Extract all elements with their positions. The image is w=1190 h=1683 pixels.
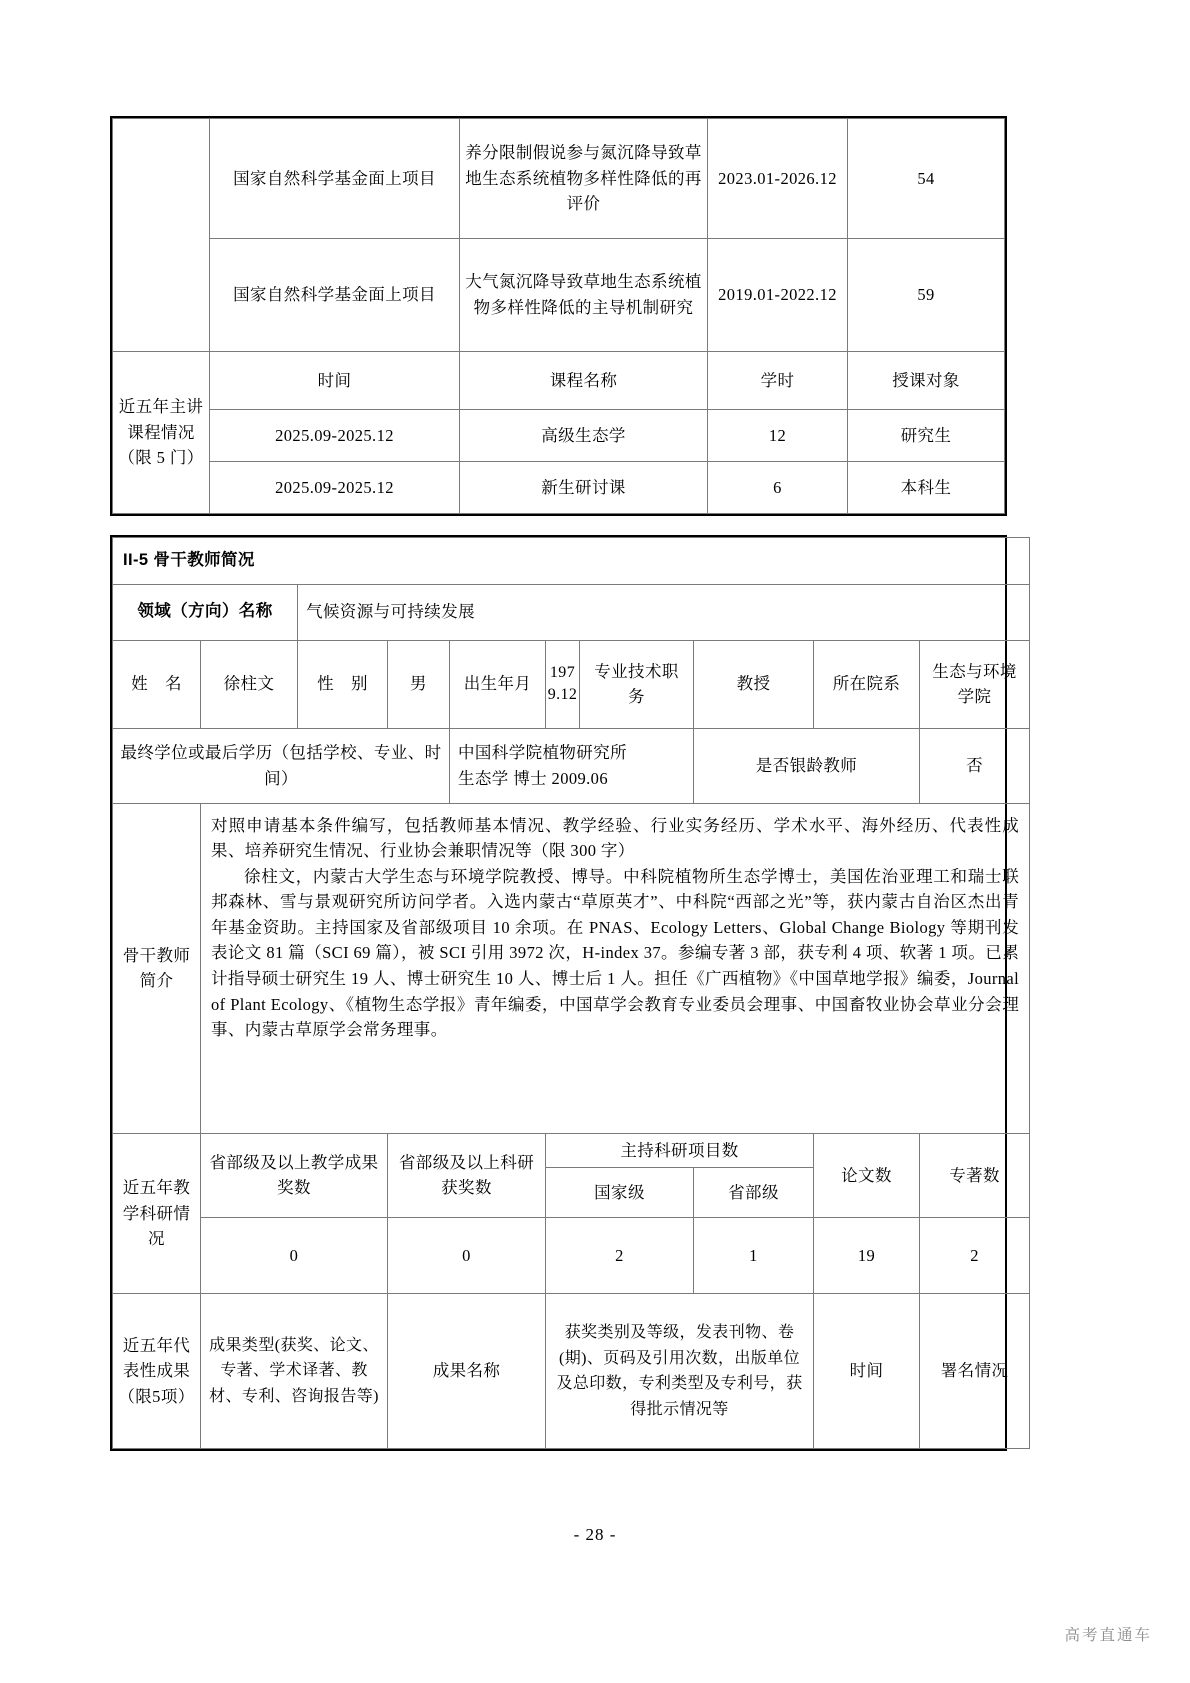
course-time: 2025.09-2025.12	[210, 462, 460, 514]
table-row	[113, 119, 1005, 239]
table-row	[113, 352, 1005, 410]
project-period: 2023.01-2026.12	[708, 119, 848, 239]
courses-row-label: 近五年主讲课程情况（限 5 门）	[113, 352, 210, 514]
gender-label: 性 别	[298, 640, 388, 728]
course-audience: 本科生	[848, 462, 1005, 514]
stats-value-research-awards: 0	[388, 1218, 546, 1294]
project-amount: 54	[848, 119, 1005, 239]
stats-header-monographs: 专著数	[920, 1133, 1030, 1218]
table-row	[113, 538, 1030, 585]
achievements-header-detail: 获奖类别及等级，发表刊物、卷(期)、页码及引用次数，出版单位及总印数，专利类型及专利号，获得批示情况等	[546, 1294, 814, 1449]
table-row	[113, 239, 1005, 352]
stats-value-papers: 19	[814, 1218, 920, 1294]
professional-title-label: 专业技术职 务	[580, 640, 694, 728]
achievements-header-authorship: 署名情况	[920, 1294, 1030, 1449]
degree-label: 最终学位或最后学历（包括学校、专业、时间）	[113, 728, 450, 803]
stats-header-papers: 论文数	[814, 1133, 920, 1218]
table-row	[113, 803, 1030, 1133]
department-label: 所在院系	[814, 640, 920, 728]
bio-text: 徐柱文，内蒙古大学生态与环境学院教授、博导。中科院植物所生态学博士，美国佐治亚理工和瑞士联邦森林、雪与景观研究所访问学者。入选内蒙古“草原英才”、中科院“西部之光”等，获内蒙古自治区杰出青年基金资助。主持国家及省部级项目 10 余项。在 PNAS、Ecology Letters、Global Change Biology 等期刊发表论文 81 篇（SCI 69 篇），被 SCI 引用 3972 次，H-index 37。参编专著 3 部，获专利 4 项、软著 1 项。已累计指导硕士研究生 19 人、博士研究生 10 人、博士后 1 人。担任《广西植物》《中国草地学报》编委，Journal of Plant Ecology、《植物生态学报》青年编委，中国草学会教育专业委员会理事、中国畜牧业协会草业分会理事、内蒙古草原学会常务理事。	[211, 866, 1020, 1040]
stats-header-projects-provincial: 省部级	[694, 1168, 814, 1218]
course-name: 高级生态学	[460, 410, 708, 462]
course-audience: 研究生	[848, 410, 1005, 462]
courses-header-name: 课程名称	[460, 352, 708, 410]
field-name-label: 领域（方向）名称	[113, 584, 298, 640]
field-name-value: 气候资源与可持续发展	[298, 584, 1030, 640]
gender-value: 男	[388, 640, 450, 728]
table-row	[113, 410, 1005, 462]
stats-row-label: 近五年教学科研情况	[113, 1133, 201, 1294]
table-row	[113, 728, 1030, 803]
stats-header-research-awards: 省部级及以上科研获奖数	[388, 1133, 546, 1218]
project-title: 大气氮沉降导致草地生态系统植物多样性降低的主导机制研究	[460, 239, 708, 352]
degree-value	[450, 728, 694, 803]
table-row	[113, 1294, 1030, 1449]
watermark: 高考直通车	[1064, 1627, 1152, 1644]
degree-value-line1: 中国科学院植物研究所	[458, 743, 627, 762]
birth-value: 1979.12	[546, 640, 580, 728]
project-period: 2019.01-2022.12	[708, 239, 848, 352]
courses-header-audience: 授课对象	[848, 352, 1005, 410]
section-title: II-5 骨干教师简况	[113, 538, 1030, 585]
table-row	[113, 584, 1030, 640]
project-name: 国家自然科学基金面上项目	[210, 239, 460, 352]
achievements-header-name: 成果名称	[388, 1294, 546, 1449]
birth-label: 出生年月	[450, 640, 546, 728]
senior-teacher-value: 否	[920, 728, 1030, 803]
project-name: 国家自然科学基金面上项目	[210, 119, 460, 239]
project-title: 养分限制假说参与氮沉降导致草地生态系统植物多样性降低的再评价	[460, 119, 708, 239]
bio-content	[201, 803, 1030, 1133]
course-hours: 6	[708, 462, 848, 514]
senior-teacher-label: 是否银龄教师	[694, 728, 920, 803]
stats-value-projects-provincial: 1	[694, 1218, 814, 1294]
name-value: 徐柱文	[201, 640, 298, 728]
stats-value-projects-national: 2	[546, 1218, 694, 1294]
degree-value-line2: 生态学 博士 2009.06	[458, 768, 608, 788]
courses-header-time: 时间	[210, 352, 460, 410]
page-number: - 28 -	[573, 1525, 617, 1544]
courses-header-hours: 学时	[708, 352, 848, 410]
stats-value-monographs: 2	[920, 1218, 1030, 1294]
bio-row-label: 骨干教师简介	[113, 803, 201, 1133]
table-row	[113, 1218, 1030, 1294]
bio-instruction: 对照申请基本条件编写，包括教师基本情况、教学经验、行业实务经历、学术水平、海外经历、代表性成果、培养研究生情况、行业协会兼职情况等（限 300 字）	[211, 815, 1020, 861]
table-row	[113, 462, 1005, 514]
professional-title-value: 教授	[694, 640, 814, 728]
stats-header-teaching-awards: 省部级及以上教学成果奖数	[201, 1133, 388, 1218]
stats-header-projects-national: 国家级	[546, 1168, 694, 1218]
achievements-header-type: 成果类型(获奖、论文、专著、学术译著、教材、专利、咨询报告等)	[201, 1294, 388, 1449]
projects-and-courses-table	[110, 116, 1007, 516]
stats-header-projects-group: 主持科研项目数	[546, 1133, 814, 1168]
projects-row-label	[113, 119, 210, 352]
course-hours: 12	[708, 410, 848, 462]
achievements-header-time: 时间	[814, 1294, 920, 1449]
stats-value-teaching-awards: 0	[201, 1218, 388, 1294]
name-label: 姓 名	[113, 640, 201, 728]
table-row	[113, 640, 1030, 728]
teacher-profile-section	[110, 535, 1020, 1451]
course-name: 新生研讨课	[460, 462, 708, 514]
table-row	[113, 1133, 1030, 1168]
achievements-row-label: 近五年代表性成果（限5项）	[113, 1294, 201, 1449]
project-amount: 59	[848, 239, 1005, 352]
department-value: 生态与环境学院	[920, 640, 1030, 728]
course-time: 2025.09-2025.12	[210, 410, 460, 462]
